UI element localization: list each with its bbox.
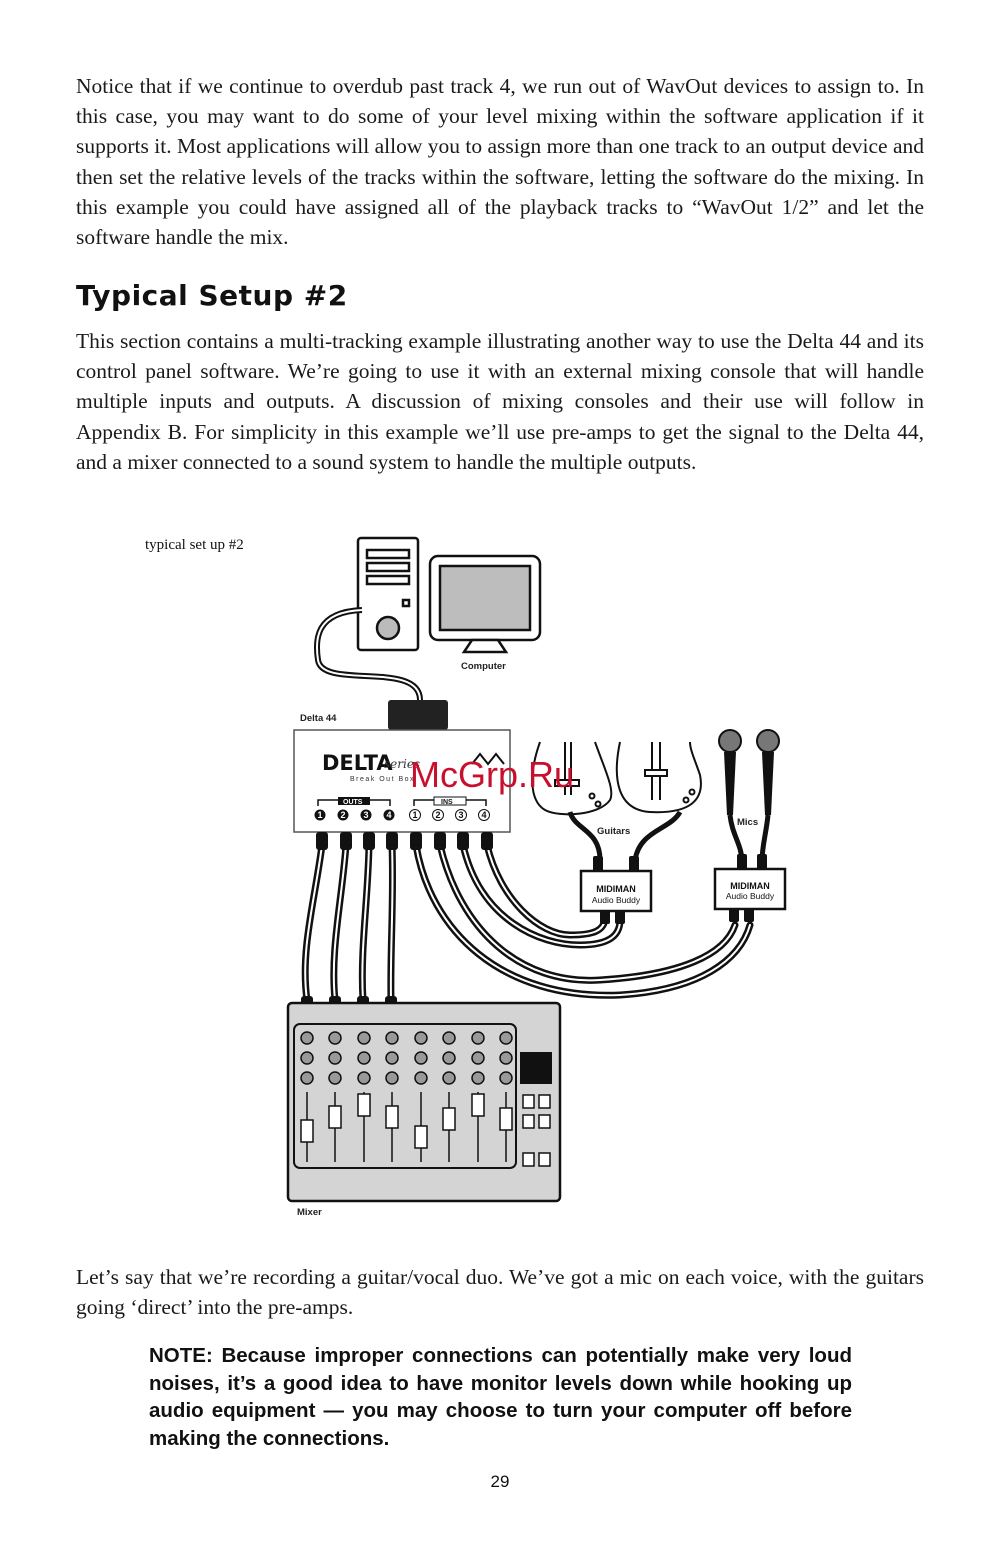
input-cables — [410, 832, 750, 995]
delta-label: Delta 44 — [300, 713, 337, 724]
audio-buddy-mics — [715, 854, 785, 922]
breakout-text: Break Out Box — [350, 776, 416, 783]
note-warning: NOTE: Because improper connections can potentially make very loud noises, it’s a good idea to have monitor levels down while hooking up audio equipment — you may choose to turn your computer off before making the connections. — [149, 1344, 852, 1450]
audio-buddy-guitars — [581, 856, 651, 924]
series-logo: series — [384, 757, 421, 771]
ins-label: INS — [441, 799, 453, 806]
mixer-icon — [288, 1003, 560, 1201]
monitor-icon — [430, 556, 540, 652]
out-jack-3: 3 — [363, 810, 369, 820]
computer-tower-icon — [358, 538, 418, 650]
intro-paragraph: Notice that if we continue to overdub past track 4, we run out of WavOut devices to assign to. In this case, you may want to do some of your level mixing within the software application if it supports it. Most applications will allow you to assign more than one track to an output device and then set the relative levels of the tracks within the software, letting the software do the mixing. In this example you could have assigned all of the playback tracks to “WavOut 1/2” and let the software handle the mix. — [76, 74, 924, 250]
out-jack-4: 4 — [386, 810, 392, 820]
svg-text:Audio Buddy: Audio Buddy — [591, 895, 641, 905]
in-jack-1: 1 — [412, 810, 418, 820]
dsub-connector — [388, 700, 448, 730]
mics-label: Mics — [737, 817, 759, 828]
in-jack-2: 2 — [435, 810, 441, 820]
delta-logo: DELTA — [322, 751, 393, 775]
svg-text:Audio Buddy: Audio Buddy — [725, 891, 775, 901]
guitars-label: Guitars — [597, 826, 631, 837]
page-number: 29 — [490, 1472, 510, 1491]
svg-text:MIDIMAN: MIDIMAN — [730, 881, 770, 891]
figure-caption: typical set up #2 — [145, 537, 244, 553]
section-heading: Typical Setup #2 — [76, 279, 348, 312]
watermark: McGrp.Ru — [410, 754, 575, 795]
mixer-label: Mixer — [297, 1207, 322, 1218]
out-jack-1: 1 — [317, 810, 323, 820]
in-jack-4: 4 — [481, 810, 487, 820]
in-jack-3: 3 — [458, 810, 464, 820]
computer-label: Computer — [461, 661, 506, 672]
output-cables — [301, 832, 398, 1016]
out-jack-2: 2 — [340, 810, 346, 820]
microphone-icon — [719, 730, 779, 815]
section-paragraph: This section contains a multi-tracking example illustrating another way to use the Delta 44 and its control panel software. We’re going to use it with an external mixing console that will handle multiple inputs and outputs. A discussion of mixing consoles and their use will follow in Appendix B. For simplicity in this example we’ll use pre-amps to get the signal to the Delta 44, and a mixer connected to a sound system to handle the multiple outputs. — [76, 329, 924, 474]
outs-label: OUTS — [343, 799, 363, 806]
closing-paragraph: Let’s say that we’re recording a guitar/vocal duo. We’ve got a mic on each voice, with the guitars going ‘direct’ into the pre-amps. — [76, 1265, 924, 1320]
svg-text:MIDIMAN: MIDIMAN — [596, 884, 636, 894]
